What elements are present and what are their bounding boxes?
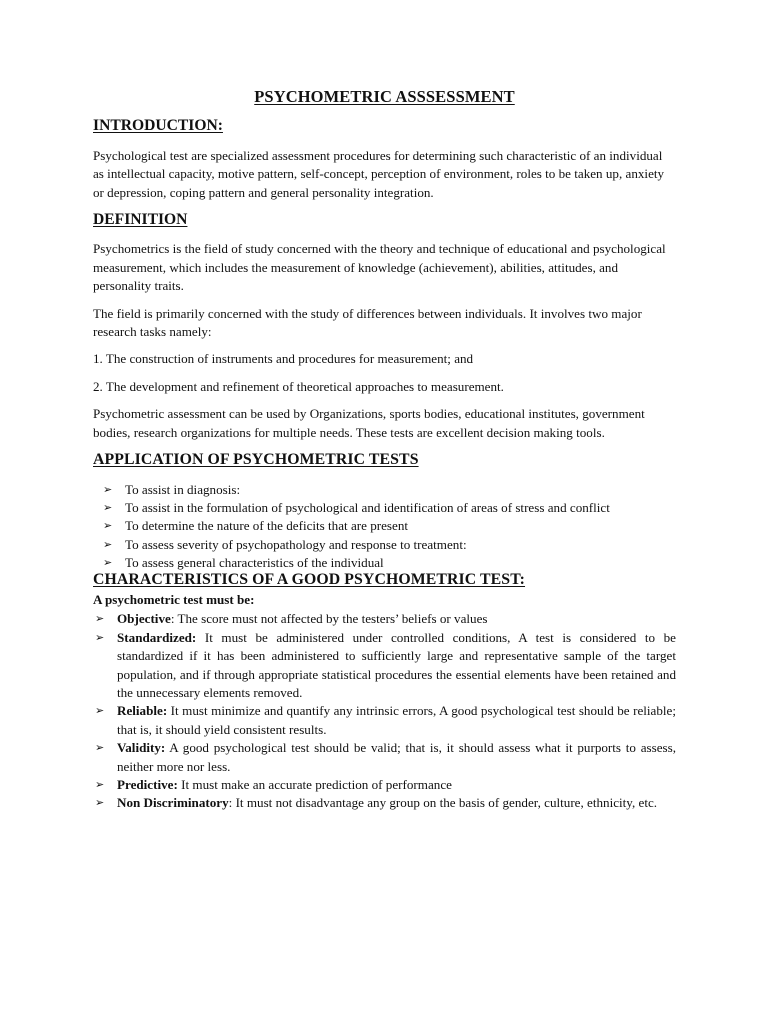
arrow-bullet-icon: ➢ xyxy=(103,557,113,570)
term-description: A good psychological test should be valid; that is, it should assess what it purports to assess, neither more nor less. xyxy=(117,740,676,774)
definition-paragraph-1: Psychometrics is the field of study concerned with the theory and technique of educational and psychological measurement, which includes the measurement of knowledge (achievement), abilities, attitudes, and personality traits. xyxy=(93,241,666,294)
introduction-text: Psychological test are specialized assessment procedures for determining such characteristic of an individual as intellectual capacity, motive pattern, self-concept, perception of environment, roles to be taken up, anxiety or depression, coping pattern and general personality integration. xyxy=(93,147,665,200)
term-label: Objective xyxy=(117,611,171,627)
term-label: Predictive: xyxy=(117,777,178,792)
list-item xyxy=(93,702,676,739)
arrow-bullet-icon: ➢ xyxy=(95,742,105,755)
definition-heading: DEFINITION xyxy=(93,211,188,229)
definition-paragraph-2: The field is primarily concerned with the study of differences between individuals. It involves two major research tasks namely: xyxy=(93,305,642,340)
list-item xyxy=(93,629,676,703)
arrow-bullet-icon: ➢ xyxy=(103,501,113,514)
term-label: Validity: xyxy=(117,740,166,756)
list-item xyxy=(93,610,676,628)
list-item xyxy=(93,794,676,812)
list-item xyxy=(93,554,676,572)
term-description: It must be administered under controlled conditions, A test is considered to be standardized if it has been administered to sufficiently large and representative sample of the target population, and if through appropriate statistical procedures the essential elements have been retained and the unnecessary elements removed. xyxy=(117,629,676,700)
arrow-bullet-icon: ➢ xyxy=(95,705,105,718)
term-description: It must minimize and quantify any intrinsic errors, A good psychological test should be reliable; that is, it should yield consistent results. xyxy=(117,703,676,737)
list-item xyxy=(93,536,676,554)
arrow-bullet-icon: ➢ xyxy=(95,779,105,791)
list-item-text: To assist in the formulation of psychological and identification of areas of stress and conflict xyxy=(125,499,610,515)
arrow-bullet-icon: ➢ xyxy=(103,538,113,551)
list-item xyxy=(93,739,676,776)
arrow-bullet-icon: ➢ xyxy=(95,613,105,626)
definition-numbered-item-1: 1. The construction of instruments and procedures for measurement; and xyxy=(93,351,474,367)
list-item xyxy=(93,481,676,499)
introduction-heading: INTRODUCTION: xyxy=(93,117,223,135)
term-description: : The score must not affected by the testers’ beliefs or values xyxy=(170,611,488,627)
characteristics-heading: CHARACTERISTICS OF A GOOD PSYCHOMETRIC TEST: xyxy=(93,570,526,588)
definition-paragraph-3: Psychometric assessment can be used by Organizations, sports bodies, educational institutes, government bodies, research organizations for multiple needs. These tests are excellent decision making tools. xyxy=(93,406,645,440)
term-description: It must make an accurate prediction of performance xyxy=(177,777,452,792)
application-list xyxy=(93,481,676,573)
characteristics-lead: A psychometric test must be: xyxy=(93,591,255,607)
application-heading: APPLICATION OF PSYCHOMETRIC TESTS xyxy=(93,451,419,469)
list-item xyxy=(93,776,676,794)
arrow-bullet-icon: ➢ xyxy=(103,520,113,533)
list-item-text: To assess general characteristics of the individual xyxy=(125,555,384,571)
term-label: Standardized: xyxy=(117,629,197,645)
document-body xyxy=(93,88,676,813)
arrow-bullet-icon: ➢ xyxy=(95,631,105,644)
term-label: Reliable: xyxy=(117,703,168,719)
arrow-bullet-icon: ➢ xyxy=(103,483,113,496)
characteristics-list xyxy=(93,610,676,812)
arrow-bullet-icon: ➢ xyxy=(95,797,105,810)
list-item xyxy=(93,499,676,517)
term-label: Non Discriminatory xyxy=(117,795,229,811)
document-title: PSYCHOMETRIC ASSSESSMENT xyxy=(254,87,515,106)
list-item-text: To assist in diagnosis: xyxy=(125,481,241,497)
term-description: : It must not disadvantage any group on the basis of gender, culture, ethnicity, etc. xyxy=(228,795,658,811)
list-item-text: To assess severity of psychopathology and response to treatment: xyxy=(125,536,467,552)
definition-numbered-item-2: 2. The development and refinement of theoretical approaches to measurement. xyxy=(93,378,504,394)
list-item-text: To determine the nature of the deficits that are present xyxy=(125,518,409,534)
list-item xyxy=(93,517,676,535)
